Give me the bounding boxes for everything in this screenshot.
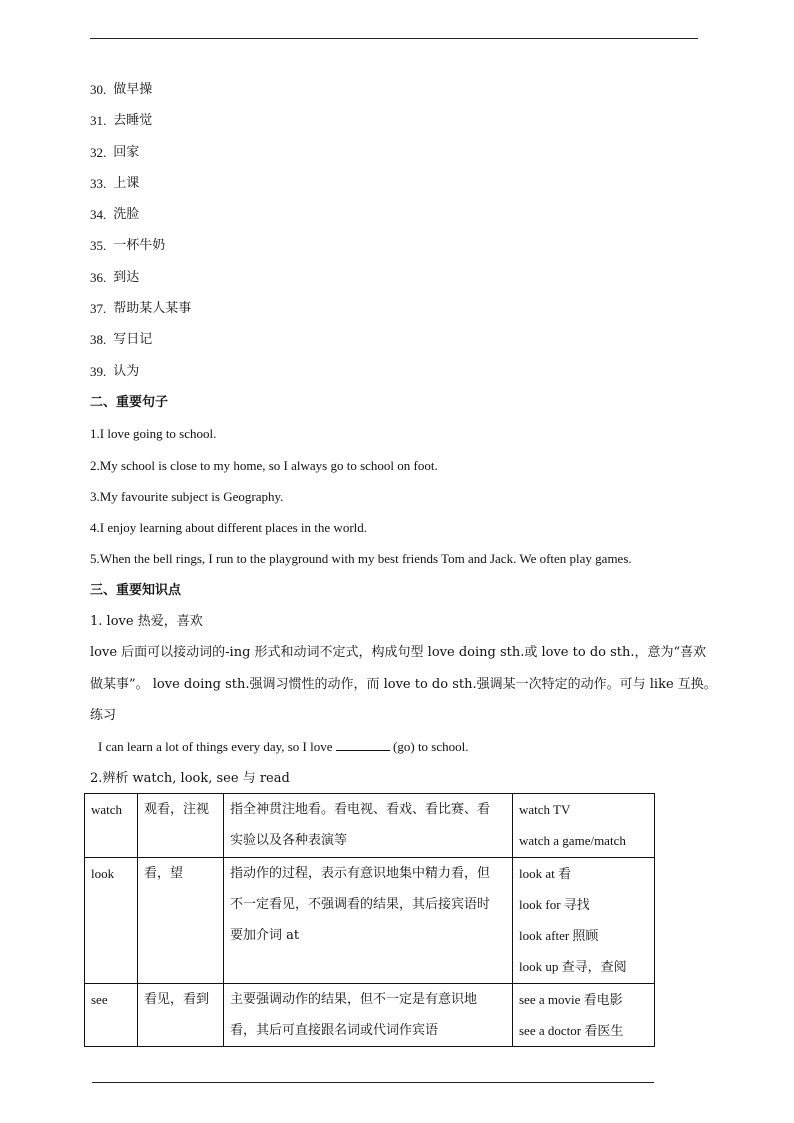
examples-cell bbox=[513, 794, 655, 858]
sentence-item: 3.My favourite subject is Geography. bbox=[90, 488, 284, 504]
exercise-blank[interactable] bbox=[336, 738, 390, 751]
vocab-item bbox=[90, 299, 710, 330]
usage-line: 主要强调动作的结果，但不一定是有意识地 bbox=[230, 991, 478, 1007]
vocab-number: 36. bbox=[90, 269, 107, 285]
meaning-cell: 观看，注视 bbox=[138, 794, 224, 858]
sentence-item: 2.My school is close to my home, so I always go to school on foot. bbox=[90, 457, 438, 473]
vocab-text: 做早操 bbox=[113, 82, 153, 97]
example-line: see a movie 看电影 bbox=[519, 991, 623, 1007]
vocab-number: 34. bbox=[90, 207, 107, 223]
word-cell: watch bbox=[85, 794, 138, 858]
vocab-text: 一杯牛奶 bbox=[113, 238, 166, 254]
usage-line: 要加介词 at bbox=[230, 928, 300, 944]
exercise-after: (go) to school. bbox=[393, 739, 469, 755]
vocab-number: 31. bbox=[90, 113, 107, 129]
usage-line: 看，其后可直接跟名词或代词作宾语 bbox=[230, 1023, 439, 1039]
vocab-item bbox=[90, 111, 710, 142]
usage-line: 实验以及各种表演等 bbox=[230, 833, 348, 849]
point2-title: 2.辨析 watch, look, see 与 read bbox=[90, 770, 290, 786]
table-row bbox=[85, 794, 655, 858]
vocab-number: 30. bbox=[90, 82, 107, 97]
examples-cell bbox=[513, 983, 655, 1047]
examples-cell bbox=[513, 857, 655, 983]
word-cell: look bbox=[85, 857, 138, 983]
example-line: watch a game/match bbox=[519, 833, 626, 849]
sentence-item: 4.I enjoy learning about different places in the world. bbox=[90, 520, 368, 536]
usage-line: 不一定看见，不强调看的结果，其后接宾语时 bbox=[230, 896, 491, 912]
vocab-text: 回家 bbox=[113, 144, 140, 160]
meaning-cell: 看，望 bbox=[138, 857, 224, 983]
vocab-text: 上课 bbox=[113, 175, 140, 191]
footer-rule bbox=[92, 1082, 654, 1083]
example-line: look at 看 bbox=[519, 865, 571, 881]
vocab-item bbox=[90, 205, 710, 236]
vocab-text: 洗脸 bbox=[113, 207, 140, 223]
vocab-number: 38. bbox=[90, 332, 107, 348]
vocab-number: 39. bbox=[90, 363, 107, 379]
section-heading-knowledge: 三、重要知识点 bbox=[90, 582, 182, 598]
vocab-text: 写日记 bbox=[113, 332, 153, 348]
sentence-list bbox=[90, 424, 710, 580]
exercise-sentence bbox=[90, 737, 710, 768]
sentence-item: 1.I love going to school. bbox=[90, 426, 217, 442]
usage-cell bbox=[224, 857, 513, 983]
vocab-text: 到达 bbox=[113, 269, 140, 285]
vocab-number: 35. bbox=[90, 238, 107, 254]
usage-cell bbox=[224, 794, 513, 858]
vocab-number: 32. bbox=[90, 144, 107, 160]
vocab-item bbox=[90, 80, 710, 111]
vocab-number: 33. bbox=[90, 175, 107, 191]
vocab-item bbox=[90, 268, 710, 299]
vocab-item bbox=[90, 174, 710, 205]
section-heading-sentences: 二、重要句子 bbox=[90, 394, 169, 410]
comparison-table bbox=[84, 793, 655, 1047]
example-line: see a doctor 看医生 bbox=[519, 1023, 624, 1039]
vocab-item bbox=[90, 362, 710, 393]
example-line: look after 照顾 bbox=[519, 928, 599, 944]
usage-line: 指动作的过程，表示有意识地集中精力看，但 bbox=[230, 865, 491, 881]
word-cell: see bbox=[85, 983, 138, 1047]
vocab-list bbox=[90, 80, 710, 393]
meaning-cell: 看见，看到 bbox=[138, 983, 224, 1047]
header-rule bbox=[90, 38, 698, 39]
exercise-before: I can learn a lot of things every day, so I love bbox=[98, 739, 333, 755]
point1-explanation-line2: 做某事”。 love doing sth.强调习惯性的动作，而 love to do sth.强调某一次特定的动作。可与 like 互换。 bbox=[90, 676, 717, 692]
table-row bbox=[85, 857, 655, 983]
vocab-item bbox=[90, 330, 710, 361]
sentence-item: 5.When the bell rings, I run to the playground with my best friends Tom and Jack. We often play games. bbox=[90, 551, 632, 567]
usage-cell bbox=[224, 983, 513, 1047]
example-line: watch TV bbox=[519, 802, 571, 817]
vocab-item bbox=[90, 236, 710, 267]
document-body bbox=[90, 80, 717, 800]
usage-line: 指全神贯注地看。看电视、看戏、看比赛、看 bbox=[230, 802, 491, 817]
point1-explanation-line1: love 后面可以接动词的-ing 形式和动词不定式，构成句型 love doing sth.或 love to do sth.，意为“喜欢 bbox=[90, 645, 707, 661]
table-row bbox=[85, 983, 655, 1047]
point1-title: 1. love 热爱，喜欢 bbox=[90, 614, 203, 630]
vocab-text: 认为 bbox=[113, 363, 140, 379]
vocab-number: 37. bbox=[90, 301, 107, 317]
exercise-label: 练习 bbox=[90, 707, 117, 723]
vocab-item bbox=[90, 143, 710, 174]
vocab-text: 去睡觉 bbox=[113, 113, 153, 129]
example-line: look up 查寻，查阅 bbox=[519, 959, 627, 975]
example-line: look for 寻找 bbox=[519, 896, 590, 912]
vocab-text: 帮助某人某事 bbox=[113, 301, 192, 317]
